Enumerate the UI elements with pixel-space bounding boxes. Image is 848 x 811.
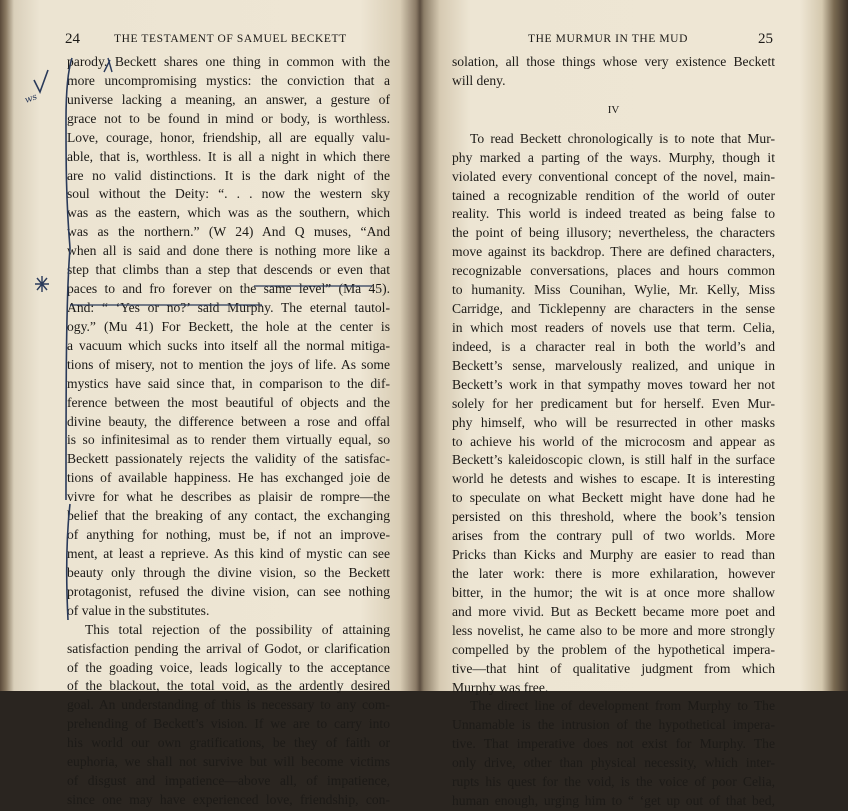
text-line: arises from the contrary pull of two worlds. More: [452, 528, 775, 544]
text-line: tive—that hint of qualitative judgment from which: [452, 660, 775, 676]
text-line: satisfaction pending the arrival of Godot, or clarification: [67, 640, 390, 656]
text-line: to achieve his world of the microcosm and appear as: [452, 433, 775, 449]
text-line: able, that is, worthless. It is all a night in which there: [67, 148, 390, 164]
text-line: when all is said and done there is nothing more like a: [67, 243, 390, 259]
text-line: more uncompromising mystics: the conviction that a: [67, 72, 390, 88]
text-line: is so infinitesimal as to render them virtually equal, so: [67, 432, 390, 448]
text-line: universe lacking a meaning, an answer, a gesture of: [67, 91, 390, 107]
text-line: solely for her predicament but for herself. Even Mur-: [452, 395, 775, 411]
text-line: of value in the substitutes.: [67, 602, 210, 618]
text-line: The direct line of development from Murphy to The: [470, 698, 775, 714]
text-line: his world our own gratifications, be they of faith or: [67, 735, 390, 751]
text-line: a vacuum which sucks into itself all the normal mitiga-: [67, 337, 390, 353]
text-line: parody. Beckett shares one thing in common with the: [67, 54, 390, 69]
text-line: euphoria, we shall not survive but will become victims: [67, 754, 390, 770]
text-line: paces to and fro forever on the same level” (Ma 45).: [67, 281, 390, 297]
text-line: solation, all those things whose very existence Beckett: [452, 54, 775, 69]
text-line: of the goading voice, leads logically to the acceptance: [67, 659, 390, 675]
text-line: in which most readers of novels use that term. Celia,: [452, 319, 775, 335]
left-running-head: [60, 33, 390, 53]
page-number-left: 24: [65, 31, 80, 47]
text-line: move against its backdrop. There are defined characters,: [452, 244, 775, 260]
text-line: vivre for what he describes as plaisir de rompre—the: [67, 489, 390, 505]
text-line: Carridge, and Ticklepenny are characters in the sense: [452, 301, 775, 317]
section-gap: [452, 91, 775, 101]
text-line: of disgust and impatience—above all, of impatience,: [67, 773, 390, 789]
text-line: will deny.: [452, 72, 506, 88]
text-line: and more vivid. But as Beckett became more poet and: [452, 603, 775, 619]
section-gap: [452, 120, 775, 130]
text-line: of the blackout, the total void, as the ardently desired: [67, 678, 390, 694]
text-line: violated every conventional concept of the novel, main-: [452, 168, 775, 184]
text-line: grace not to be found in mind or body, is worthless.: [67, 110, 390, 126]
text-line: beauty only through the divine vision, so the Beckett: [67, 564, 390, 580]
page-number-right: 25: [758, 31, 773, 47]
right-page-text: [452, 53, 775, 811]
left-page: [60, 0, 390, 807]
running-head-left: THE TESTAMENT OF SAMUEL BECKETT: [114, 33, 347, 45]
text-line: prehending of Beckett’s vision. If we are to carry into: [67, 716, 390, 732]
text-line: To read Beckett chronologically is to note that Mur-: [470, 130, 775, 146]
text-line: world he detests and wishes to escape. It is interesting: [452, 471, 775, 487]
text-line: phy himself, who will be resurrected in other masks: [452, 414, 775, 430]
text-line: step that climbs than a step that descends or even that: [67, 262, 390, 278]
text-line: mystics have said since that, in comparison to the dif-: [67, 375, 390, 391]
text-line: compelled by the problem of the hypothetical impera-: [452, 641, 775, 657]
right-running-head: [452, 33, 775, 53]
text-line: Beckett passionately rejects the validity of the satisfac-: [67, 451, 390, 467]
text-line: ogy.” (Mu 41) For Beckett, the hole at the center is: [67, 318, 390, 334]
text-line: phy marked a parting of the ways. Murphy, though it: [452, 149, 775, 165]
text-line: tions of misery, not to mention the joys of life. As some: [67, 356, 390, 372]
text-line: bitter, in the humor; the wit is at once more shallow: [452, 584, 775, 600]
text-line: ference between the most beautiful of objects and the: [67, 394, 390, 410]
text-line: tive. That imperative does not exist for Murphy. The: [452, 736, 775, 752]
margin-note: ws: [23, 92, 39, 106]
text-line: goal. An understanding of this is necessary to any com-: [67, 697, 390, 713]
text-line: recognizable conversations, places and hours common: [452, 263, 775, 279]
text-line: Beckett’s kaleidoscopic clown, is still half in the surface: [452, 452, 775, 468]
text-line: Love, courage, honor, friendship, all are equally valu-: [67, 129, 390, 145]
text-line: Murphy was free.: [452, 679, 549, 695]
text-line: was as the eastern, which was as the southern, which: [67, 205, 390, 221]
text-line: Unnamable is the intrusion of the hypothetical impera-: [452, 717, 775, 733]
left-page-text: [60, 53, 390, 810]
text-line: human enough, urging him to “ ‘get up out of that bed,: [452, 793, 775, 809]
text-line: to humanity. Miss Counihan, Wylie, Mr. Kelly, Miss: [452, 282, 775, 298]
text-line: the later work: there is more exhilaration, however: [452, 565, 775, 581]
text-line: was as the northern.” (W 24) And Q muses, “And: [67, 224, 390, 240]
text-line: ment, at least a reprieve. As this kind of mystic can see: [67, 545, 390, 561]
text-line: indeed, is a character real in both the world’s and: [452, 338, 775, 354]
text-line: And: “ ‘Yes or no?’ said Murphy. The eternal tautol-: [67, 299, 390, 315]
text-line: tained a recognizable rendition of the world of outer: [452, 187, 775, 203]
text-line: less novelist, he came also to be more and more strongly: [452, 622, 775, 638]
text-line: are no valid distinctions. It is the dark night of the: [67, 167, 390, 183]
asterisk-icon: [35, 276, 49, 292]
text-line: divine beauty, the difference between a rose and offal: [67, 413, 390, 429]
text-line: of anything for nothing, must be, if not an improve-: [67, 527, 390, 543]
text-line: protagonist, refused the divine vision, can see nothing: [67, 583, 390, 599]
text-line: since one may have experienced love, friendship, con-: [67, 791, 390, 807]
check-mark-icon: [34, 70, 48, 92]
text-line: to speculate on what Beckett might have done had he: [452, 490, 775, 506]
text-line: rupts his quest for the void, is the voice of poor Celia,: [452, 774, 775, 790]
text-line: belief that the breaking of any contact, the exchanging: [67, 508, 390, 524]
text-line: persisted on this threshold, where the book’s tension: [452, 509, 775, 525]
text-line: This total rejection of the possibility of attaining: [85, 621, 390, 637]
running-head-right: THE MURMUR IN THE MUD: [528, 33, 688, 45]
text-line: soul without the Deity: “. . . now the western sky: [67, 186, 390, 202]
section-heading: IV: [607, 103, 620, 116]
text-line: Pricks than Kicks and Murphy are easier to read than: [452, 547, 775, 563]
text-line: reality. This world is indeed treated as being false to: [452, 206, 775, 222]
text-line: Beckett’s work in that sympathy moves toward her not: [452, 376, 775, 392]
text-line: only drive, other than physical necessity, which inter-: [452, 755, 775, 771]
text-line: the point of being illusory; nevertheless, the characters: [452, 225, 775, 241]
text-line: Beckett’s sense, marvelously realized, and unique in: [452, 357, 775, 373]
text-line: tions of available happiness. He has exchanged joie de: [67, 470, 390, 486]
right-page: [452, 0, 775, 809]
